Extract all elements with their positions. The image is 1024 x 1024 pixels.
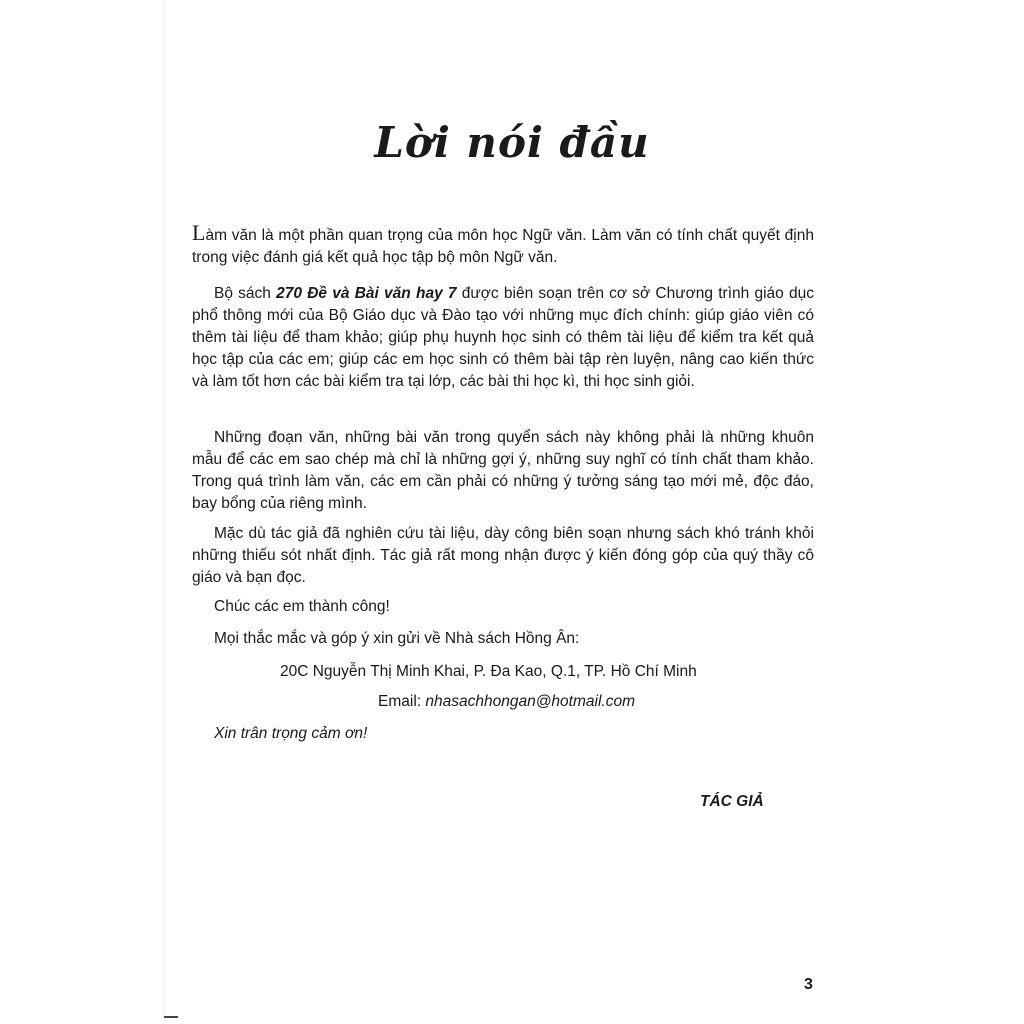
email-label: Email: bbox=[378, 693, 426, 710]
paragraph-2-body: được biên soạn trên cơ sở Chương trình giáo dục phổ thông mới của Bộ Giáo dục và Đào tạo với những mục đích chính: giúp giáo viên có thêm tài liệu để tham khảo; giúp phụ huynh học sinh có thêm tài liệu để kiểm tra kết quả học tập của các em; giúp các em học sinh có thêm bài tập rèn luyện, nâng cao kiến thức và làm tốt hơn các bài kiểm tra tại lớp, các bài thi học kì, thi học sinh giỏi. bbox=[192, 285, 814, 390]
closing-wish: Chúc các em thành công! bbox=[214, 598, 390, 615]
publisher-address: 20C Nguyễn Thị Minh Khai, P. Đa Kao, Q.1, TP. Hồ Chí Minh bbox=[280, 663, 697, 680]
author-signature: TÁC GIẢ bbox=[700, 793, 764, 810]
paragraph-1-text bbox=[192, 222, 814, 269]
contact-intro: Mọi thắc mắc và góp ý xin gửi về Nhà sách Hồng Ân: bbox=[214, 630, 580, 647]
email-address: nhasachhongan@hotmail.com bbox=[425, 693, 635, 710]
page-number: 3 bbox=[804, 976, 813, 993]
drop-cap: L bbox=[192, 220, 206, 245]
paragraph-1-body: àm văn là một phần quan trọng của môn học Ngữ văn. Làm văn có tính chất quyết định trong việc đánh giá kết quả học tập bộ môn Ngữ văn. bbox=[192, 227, 814, 266]
paragraph-2-intro: Bộ sách bbox=[214, 285, 277, 302]
paragraph-4-text: Mặc dù tác giả đã nghiên cứu tài liệu, dày công biên soạn nhưng sách khó tránh khỏi những thiếu sót nhất định. Tác giả rất mong nhận được ý kiến đóng góp của quý thầy cô giáo và bạn đọc. bbox=[192, 525, 814, 586]
thanks-line: Xin trân trọng cảm ơn! bbox=[214, 725, 368, 742]
paragraph-4 bbox=[192, 523, 814, 589]
paragraph-2 bbox=[192, 283, 814, 393]
paragraph-2-text bbox=[192, 283, 814, 393]
book-title: 270 Đề và Bài văn hay 7 bbox=[276, 285, 457, 302]
email-line bbox=[378, 691, 635, 713]
page-title: Lời nói đầu bbox=[374, 118, 650, 167]
edge-mark bbox=[164, 1016, 178, 1018]
paragraph-3 bbox=[192, 427, 814, 515]
paragraph-1 bbox=[192, 222, 814, 269]
paragraph-3-text: Những đoạn văn, những bài văn trong quyển sách này không phải là những khuôn mẫu để các em sao chép mà chỉ là những gợi ý, những suy nghĩ có tính chất tham khảo. Trong quá trình làm văn, các em cần phải có những ý tưởng sáng tạo mới mẻ, độc đáo, bay bổng của riêng mình. bbox=[192, 429, 814, 512]
